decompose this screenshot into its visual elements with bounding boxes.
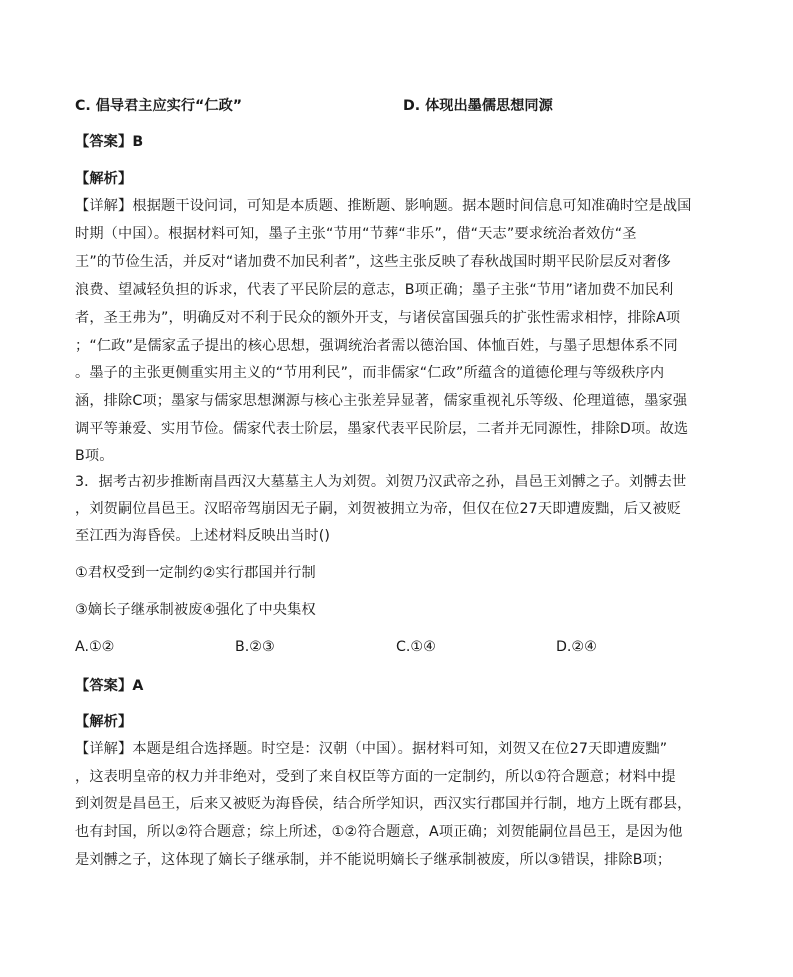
q2-analysis-line: B项。: [75, 448, 114, 464]
q2-analysis-line: 时期（中国）。根据材料可知，墨子主张“节用“节葬“非乐”，借“天志”要求统治者效仿“圣: [75, 226, 637, 242]
q2-analysis-line: 【详解】根据题干设问词，可知是本质题、推断题、影响题。据本题时间信息可知准确时空是战国: [75, 198, 692, 214]
q3-analysis-heading: 【解析】: [75, 714, 133, 730]
q2-answer: 【答案】B: [75, 134, 144, 150]
q3-option-b: B.②③: [235, 639, 275, 655]
q3-option-c: C.①④: [396, 639, 436, 655]
q2-analysis-heading: 【解析】: [75, 171, 133, 187]
q3-statements-line: ①君权受到一定制约②实行郡国并行制: [75, 565, 316, 581]
q2-analysis-line: ；“仁政”是儒家孟子提出的核心思想，强调统治者需以德治国、体恤百姓，与墨子思想体系不同: [75, 338, 678, 354]
q3-option-a: A.①②: [75, 639, 115, 655]
q3-analysis-line: 是刘髆之子，这体现了嫡长子继承制，并不能说明嫡长子继承制被废，所以③错误，排除B项；: [75, 852, 672, 868]
q2-analysis-line: 涵，排除C项；墨家与儒家思想渊源与核心主张差异显著，儒家重视礼乐等级、伦理道德，墨家强: [75, 393, 688, 409]
q3-analysis-line: 也有封国，所以②符合题意；综上所述，①②符合题意，A项正确；刘贺能嗣位昌邑王，是因为他: [75, 824, 683, 840]
q3-answer: 【答案】A: [75, 678, 144, 694]
q2-option-d: D. 体现出墨儒思想同源: [403, 98, 553, 114]
q3-stem-line: 3．据考古初步推断南昌西汉大墓墓主人为刘贺。刘贺乃汉武帝之孙，昌邑王刘髆之子。刘髆去世: [75, 474, 687, 490]
q3-option-d: D.②④: [556, 639, 597, 655]
q2-analysis-line: 调平等兼爱、实用节俭。儒家代表士阶层，墨家代表平民阶层，二者并无同源性，排除D项。故选: [75, 421, 689, 437]
q2-analysis-line: 王”的节俭生活，并反对“诸加费不加民利者”，这些主张反映了春秋战国时期平民阶层反对奢侈: [75, 254, 672, 270]
q3-analysis-line: 到刘贺是昌邑王，后来又被贬为海昏侯，结合所学知识，西汉实行郡国并行制，地方上既有郡县，: [75, 796, 692, 812]
q3-analysis-line: ，这表明皇帝的权力并非绝对，受到了来自权臣等方面的一定制约，所以①符合题意；材料中提: [75, 769, 676, 785]
q2-analysis-line: 浪费、望减轻负担的诉求，代表了平民阶层的意志，B项正确；墨子主张“节用”诸加费不加民利: [75, 282, 674, 298]
q3-stem-line: ，刘贺嗣位昌邑王。汉昭帝驾崩因无子嗣，刘贺被拥立为帝，但仅在位27天即遭废黜，后又被贬: [75, 501, 682, 517]
q3-analysis-line: 【详解】本题是组合选择题。时空是：汉朝（中国）。据材料可知，刘贺又在位27天即遭废黜”: [75, 741, 668, 757]
q3-statements-line: ③嫡长子继承制被废④强化了中央集权: [75, 602, 316, 618]
q3-stem-line: 至江西为海昏侯。上述材料反映出当时(): [75, 528, 331, 544]
q2-option-c: C. 倡导君主应实行“仁政”: [75, 98, 243, 114]
q2-analysis-line: 。墨子的主张更侧重实用主义的“节用利民”，而非儒家“仁政”所蕴含的道德伦理与等级秩序内: [75, 365, 665, 381]
q2-analysis-line: 者，圣王弗为”，明确反对不利于民众的额外开支，与诸侯富国强兵的扩张性需求相悖，排除A项: [75, 310, 681, 326]
